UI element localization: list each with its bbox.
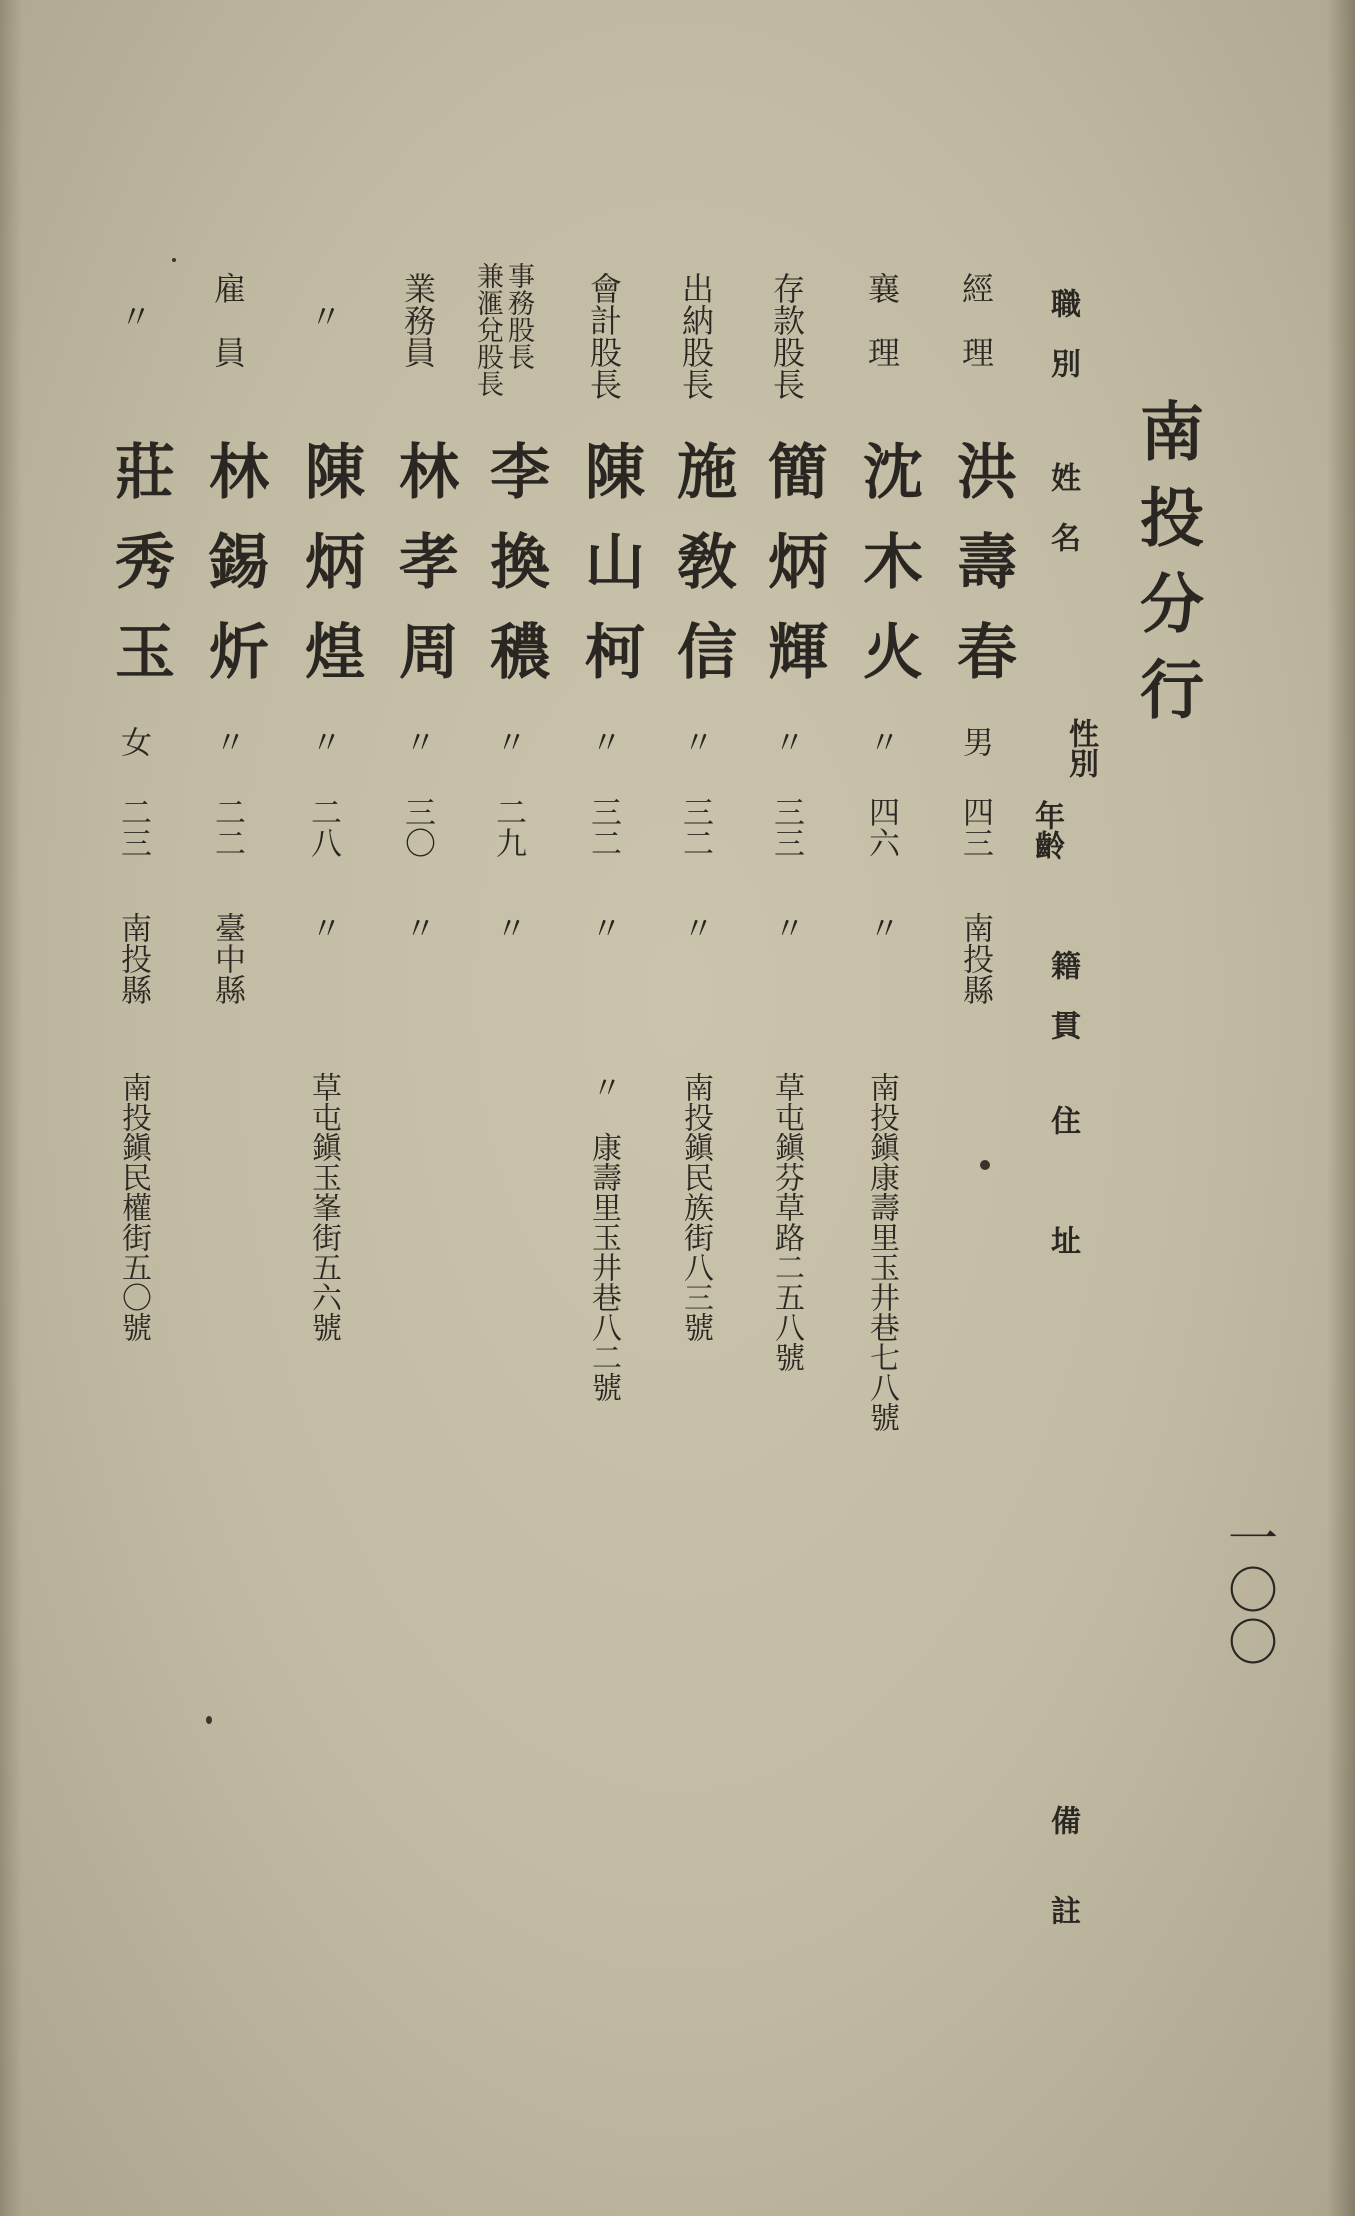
origin-cell: 〃 [305, 912, 341, 943]
address-cell: 草屯鎭玉峯街五六號 [306, 1072, 341, 1342]
header-position: 職 別 [1045, 288, 1080, 378]
gender-cell: 〃 [768, 726, 804, 757]
age-cell: 四六 [863, 796, 899, 858]
header-name: 姓 名 [1045, 462, 1080, 552]
gender-cell: 〃 [399, 726, 435, 757]
origin-cell: 南投縣 [957, 912, 993, 1005]
position-cell: 經 理 [957, 272, 995, 368]
gender-cell: 〃 [863, 726, 899, 757]
header-origin: 籍 貫 [1045, 950, 1080, 1040]
gender-cell: 〃 [677, 726, 713, 757]
position-cell: 出納股長 [677, 272, 715, 400]
name-cell: 林錫炘 [199, 440, 269, 710]
position-cell: 業務員 [399, 272, 437, 368]
name-cell: 沈木火 [853, 440, 923, 710]
header-address: 住 址 [1045, 1105, 1080, 1255]
origin-cell: 〃 [585, 912, 621, 943]
origin-cell: 〃 [490, 912, 526, 943]
age-cell: 三〇 [399, 796, 435, 858]
age-cell: 二八 [305, 796, 341, 858]
origin-cell: 臺中縣 [209, 912, 245, 1005]
page-title: 南投分行 [1129, 398, 1204, 742]
header-age: 年齡 [1029, 800, 1064, 860]
position-cell: 雇 員 [209, 272, 247, 368]
position-cell: 〃 [305, 300, 343, 332]
address-cell: 南投鎭民權街五〇號 [116, 1072, 151, 1342]
name-cell: 簡炳輝 [758, 440, 828, 710]
address-cell: 〃 康壽里玉井巷八二號 [586, 1072, 621, 1402]
position-cell: 存款股長 [768, 272, 806, 400]
ink-spot [980, 1160, 990, 1170]
origin-cell: 南投縣 [115, 912, 151, 1005]
address-cell: 南投鎭康壽里玉井巷七八號 [864, 1072, 899, 1432]
name-cell: 李換穠 [480, 440, 550, 710]
name-cell: 莊秀玉 [105, 440, 175, 710]
name-cell: 林孝周 [389, 440, 459, 710]
origin-cell: 〃 [863, 912, 899, 943]
age-cell: 二三 [115, 796, 151, 858]
gender-cell: 〃 [209, 726, 245, 757]
origin-cell: 〃 [768, 912, 804, 943]
position-cell: 〃 [115, 300, 153, 332]
gender-cell: 男 [957, 726, 993, 757]
ink-spot [206, 1716, 212, 1724]
page-edge-right [1327, 0, 1355, 2216]
name-cell: 洪壽春 [947, 440, 1017, 710]
page-number: 一〇〇 [1220, 1512, 1278, 1668]
origin-cell: 〃 [399, 912, 435, 943]
ink-spot [172, 258, 176, 262]
age-cell: 三二 [677, 796, 713, 858]
page-edge-left [0, 0, 22, 2216]
name-cell: 陳炳煌 [295, 440, 365, 710]
address-cell: 草屯鎭芬草路二五八號 [769, 1072, 804, 1372]
gender-cell: 〃 [585, 726, 621, 757]
age-cell: 四三 [957, 796, 993, 858]
position-cell: 會計股長 [585, 272, 623, 400]
gender-cell: 〃 [305, 726, 341, 757]
position-cell: 襄 理 [863, 272, 901, 368]
position-cell-line: 事務股長 [503, 262, 534, 370]
address-cell: 南投鎭民族街八三號 [678, 1072, 713, 1342]
position-cell-line: 兼滙兌股長 [472, 262, 503, 397]
name-cell: 陳山柯 [575, 440, 645, 710]
header-gender: 性別 [1063, 718, 1098, 778]
gender-cell: 〃 [490, 726, 526, 757]
gender-cell: 女 [115, 726, 151, 757]
origin-cell: 〃 [677, 912, 713, 943]
age-cell: 三二 [585, 796, 621, 858]
name-cell: 施敎信 [667, 440, 737, 710]
age-cell: 三三 [768, 796, 804, 858]
age-cell: 二九 [490, 796, 526, 858]
header-remarks: 備 註 [1045, 1805, 1080, 1925]
age-cell: 二二 [209, 796, 245, 858]
